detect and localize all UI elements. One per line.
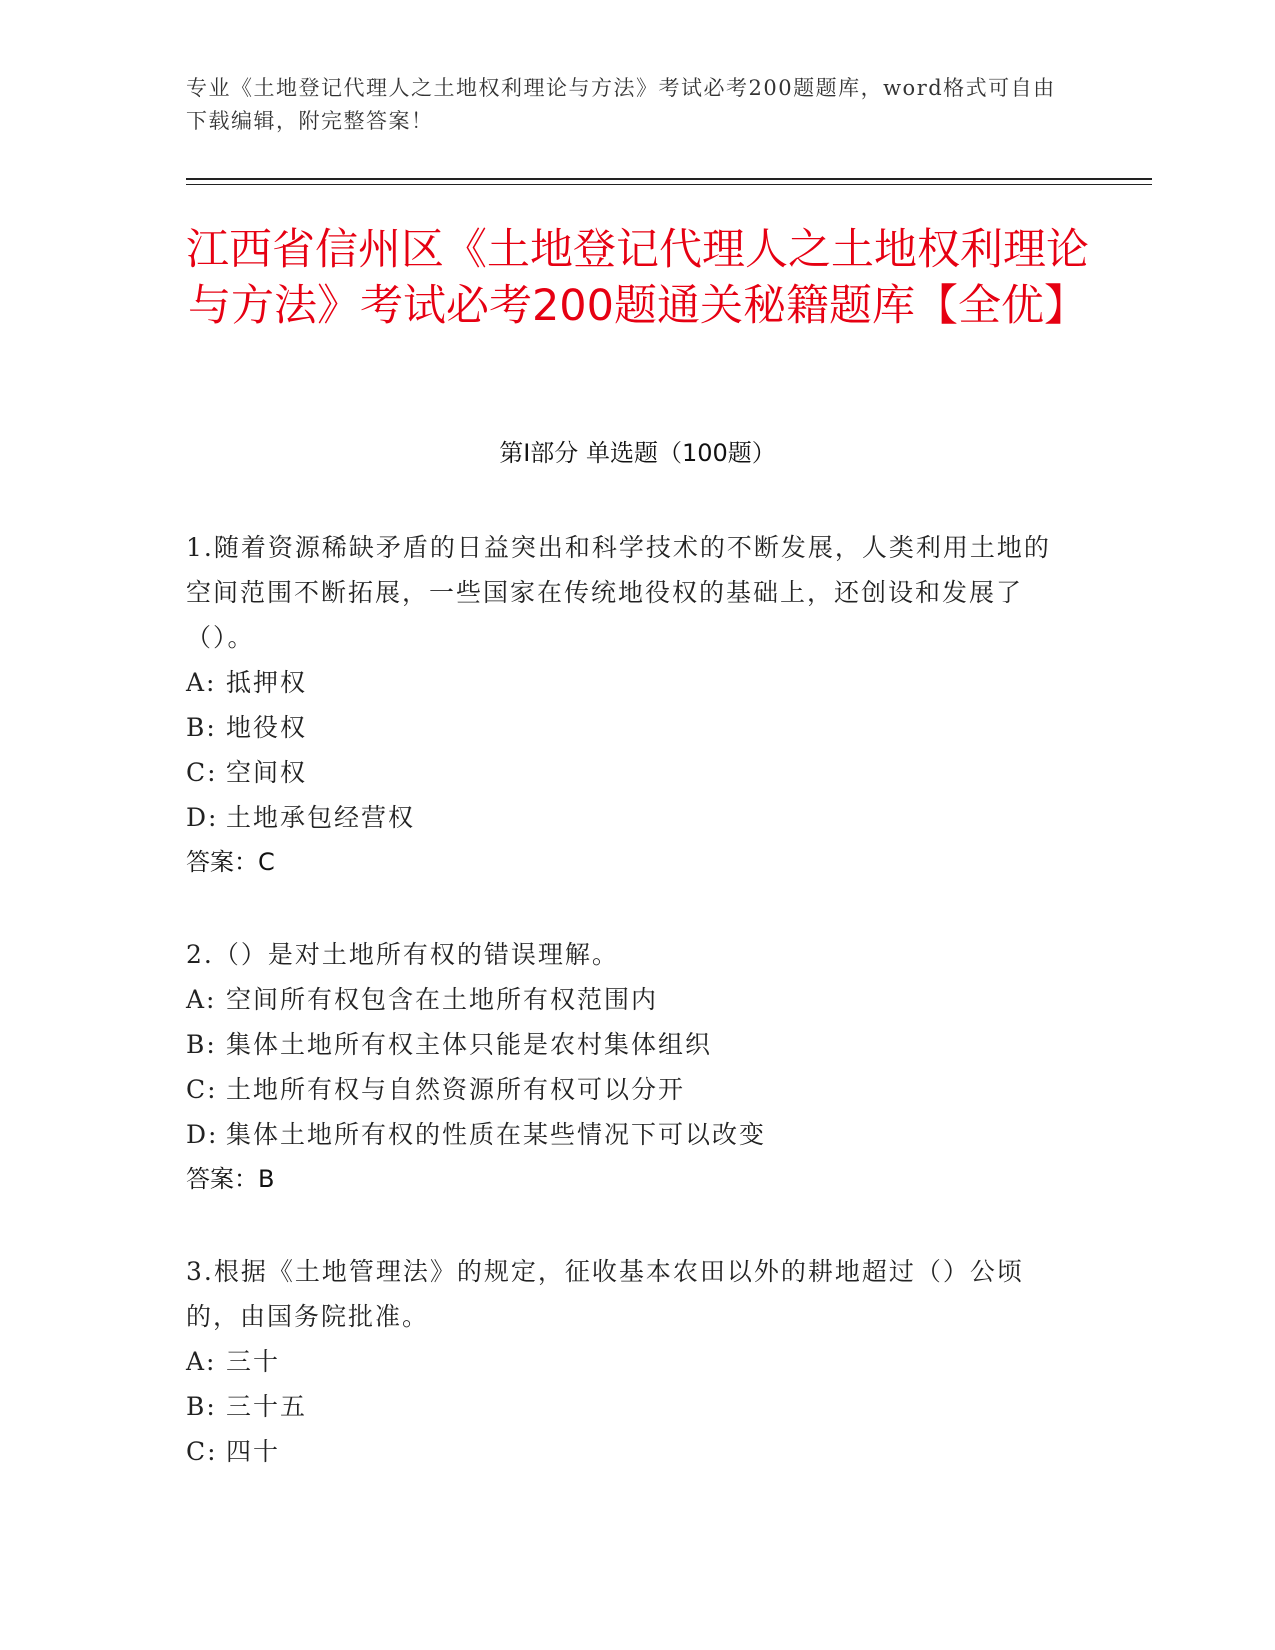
option-key: B: [186,713,217,742]
option-b [186,1384,1066,1429]
question-3 [186,1249,1066,1474]
section-heading: 第Ⅰ部分 单选题（100题） [499,439,776,467]
answer-line: 答案：C [186,848,275,876]
option-c [186,1067,1066,1112]
question-list [186,525,1066,1521]
option-a [186,1339,1066,1384]
question-stem: 3.根据《土地管理法》的规定，征收基本农田以外的耕地超过（）公顷的，由国务院批准。 [186,1257,1024,1331]
option-text: 抵押权 [226,668,308,697]
option-a [186,660,1066,705]
option-text: 三十 [226,1347,281,1376]
option-key: A: [186,985,217,1014]
option-d [186,1112,1066,1157]
option-c [186,1429,1066,1474]
document-title: 江西省信州区《土地登记代理人之土地权利理论与方法》考试必考200题通关秘籍题库【全优】 [186,225,1089,331]
header-divider-thick [186,178,1152,180]
option-text: 集体土地所有权主体只能是农村集体组织 [226,1030,713,1059]
option-a [186,977,1066,1022]
option-text: 地役权 [226,713,308,742]
question-2 [186,932,1066,1202]
option-key: B: [186,1030,217,1059]
option-text: 土地承包经营权 [226,803,416,832]
option-text: 土地所有权与自然资源所有权可以分开 [226,1075,686,1104]
option-b [186,705,1066,750]
option-key: A: [186,668,217,697]
header-note: 专业《土地登记代理人之土地权利理论与方法》考试必考200题题库，word格式可自由下载编辑，附完整答案！ [186,76,1056,133]
option-text: 空间权 [226,758,308,787]
option-c [186,750,1066,795]
option-text: 三十五 [226,1392,308,1421]
option-key: D: [186,1120,219,1149]
option-key: A: [186,1347,217,1376]
option-key: D: [186,803,219,832]
option-text: 空间所有权包含在土地所有权范围内 [226,985,659,1014]
option-d [186,795,1066,840]
question-stem: 1.随着资源稀缺矛盾的日益突出和科学技术的不断发展，人类利用土地的空间范围不断拓展，一些国家在传统地役权的基础上，还创设和发展了（）。 [186,533,1051,652]
option-key: C: [186,758,218,787]
option-key: C: [186,1075,218,1104]
option-key: C: [186,1437,218,1466]
option-b [186,1022,1066,1067]
option-text: 四十 [226,1437,281,1466]
option-text: 集体土地所有权的性质在某些情况下可以改变 [226,1120,767,1149]
question-1 [186,525,1066,885]
header-divider-thin [186,184,1152,185]
option-key: B: [186,1392,217,1421]
answer-line: 答案：B [186,1165,275,1193]
question-stem: 2.（）是对土地所有权的错误理解。 [186,940,619,969]
